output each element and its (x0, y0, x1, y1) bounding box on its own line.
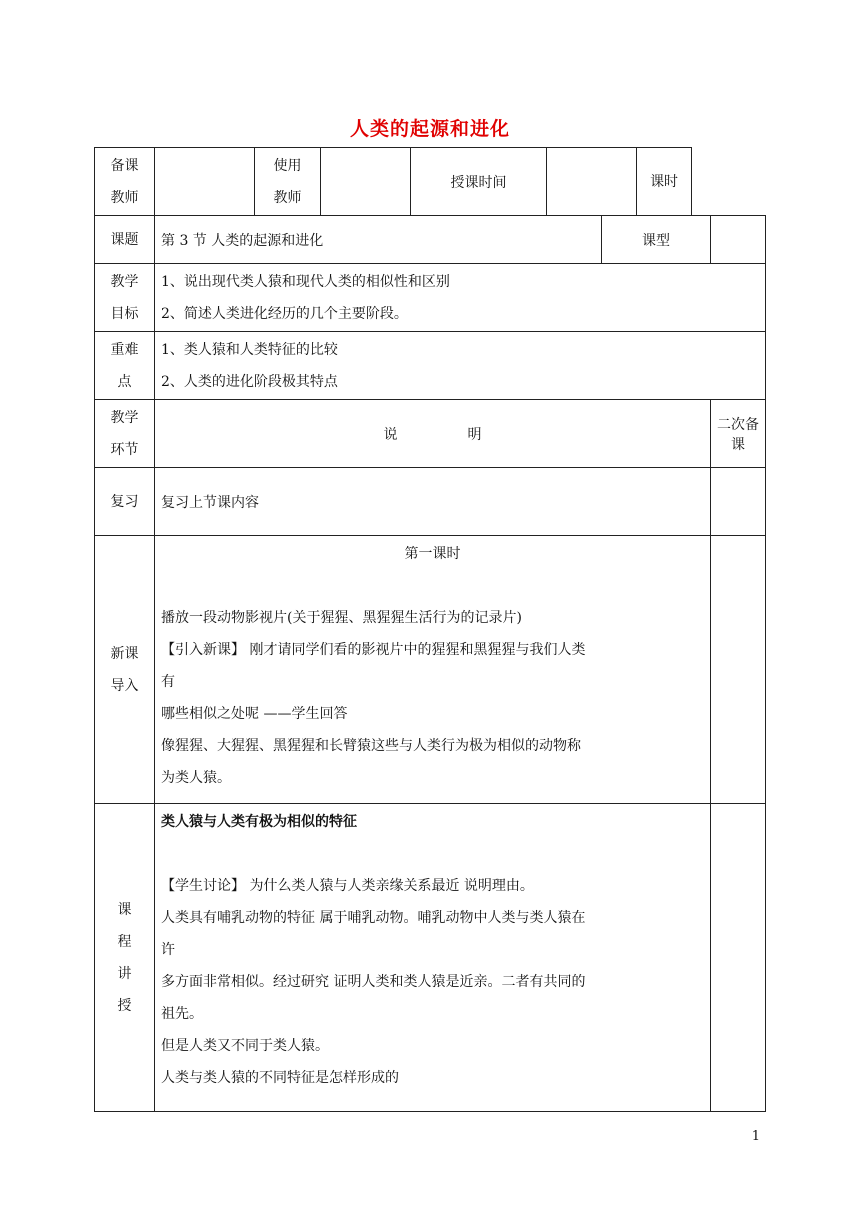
lecture-line: 多方面非常相似。经过研究 证明人类和类人猿是近亲。二者有共同的 (161, 974, 586, 990)
section-header-row (95, 400, 766, 468)
explanation-header (155, 400, 711, 468)
key-points-content (155, 332, 766, 400)
review-label: 复习 (95, 468, 155, 536)
lecture-line: 许 (161, 942, 175, 958)
lecture-label: 课 程 讲 授 (95, 804, 155, 1112)
section-label: 教学环节 (95, 400, 155, 468)
beike-jiaoshi-value (155, 148, 255, 216)
type-label: 课型 (602, 216, 711, 264)
lecture-heading: 类人猿与人类有极为相似的特征 (161, 814, 357, 830)
goal-item: 1、说出现代类人猿和现代人类的相似性和区别 (161, 273, 450, 290)
lecture-notes (711, 804, 766, 1112)
shiyong-jiaoshi-value (321, 148, 411, 216)
lecture-line: 但是人类又不同于类人猿。 (161, 1038, 329, 1054)
shiyong-jiaoshi-label: 使用教师 (255, 148, 321, 216)
lecture-line: 【学生讨论】 为什么类人猿与人类亲缘关系最近 说明理由。 (161, 878, 534, 894)
intro-heading: 第一课时 (404, 546, 461, 562)
topic-value: 第 3 节 人类的起源和进化 (155, 216, 602, 264)
lecture-line: 人类与类人猿的不同特征是怎样形成的 (161, 1070, 399, 1086)
lecture-line: 祖先。 (161, 1006, 203, 1022)
shouke-shijian-label: 授课时间 (411, 148, 547, 216)
lecture-row (95, 804, 766, 1112)
intro-content (155, 536, 711, 804)
goals-content (155, 264, 766, 332)
intro-row (95, 536, 766, 804)
keshi-value (691, 147, 765, 215)
key-points-row (95, 332, 766, 400)
key-point-item: 1、类人猿和人类特征的比较 (161, 341, 338, 358)
review-notes (711, 468, 766, 536)
intro-label: 新课 导入 (95, 536, 155, 804)
review-content: 复习上节课内容 (155, 468, 711, 536)
shuo-char: 说 (383, 426, 398, 443)
lecture-line: 人类具有哺乳动物的特征 属于哺乳动物。哺乳动物中人类与类人猿在 (161, 910, 586, 926)
intro-line: 像猩猩、大猩猩、黑猩猩和长臂猿这些与人类行为极为相似的动物称 (161, 738, 581, 754)
type-value (711, 216, 766, 264)
intro-line: 有 (161, 674, 175, 690)
document-title: 人类的起源和进化 (349, 118, 510, 140)
goals-row (95, 264, 766, 332)
keshi-label: 课时 (636, 147, 691, 215)
topic-label: 课题 (95, 216, 155, 264)
topic-row (95, 216, 766, 264)
goal-item: 2、简述人类进化经历的几个主要阶段。 (161, 305, 408, 322)
intro-line: 哪些相似之处呢 ——学生回答 (161, 706, 348, 722)
page-number: 1 (751, 1129, 760, 1144)
ming-char: 明 (467, 426, 482, 443)
lecture-content (155, 804, 711, 1112)
lesson-plan-table (94, 147, 766, 1112)
beike-jiaoshi-label: 备课教师 (95, 148, 155, 216)
intro-notes (711, 536, 766, 804)
intro-line: 播放一段动物影视片(关于猩猩、黑猩猩生活行为的记录片) (161, 610, 522, 626)
second-prep-header: 二次备课 (711, 400, 766, 468)
review-row (95, 468, 766, 536)
intro-line: 【引入新课】 刚才请同学们看的影视片中的猩猩和黑猩猩与我们人类 (161, 642, 586, 658)
key-point-item: 2、人类的进化阶段极其特点 (161, 373, 338, 390)
keshi-overlay (636, 147, 765, 215)
goals-label: 教学目标 (95, 264, 155, 332)
key-points-label: 重难点 (95, 332, 155, 400)
intro-line: 为类人猿。 (161, 770, 231, 786)
